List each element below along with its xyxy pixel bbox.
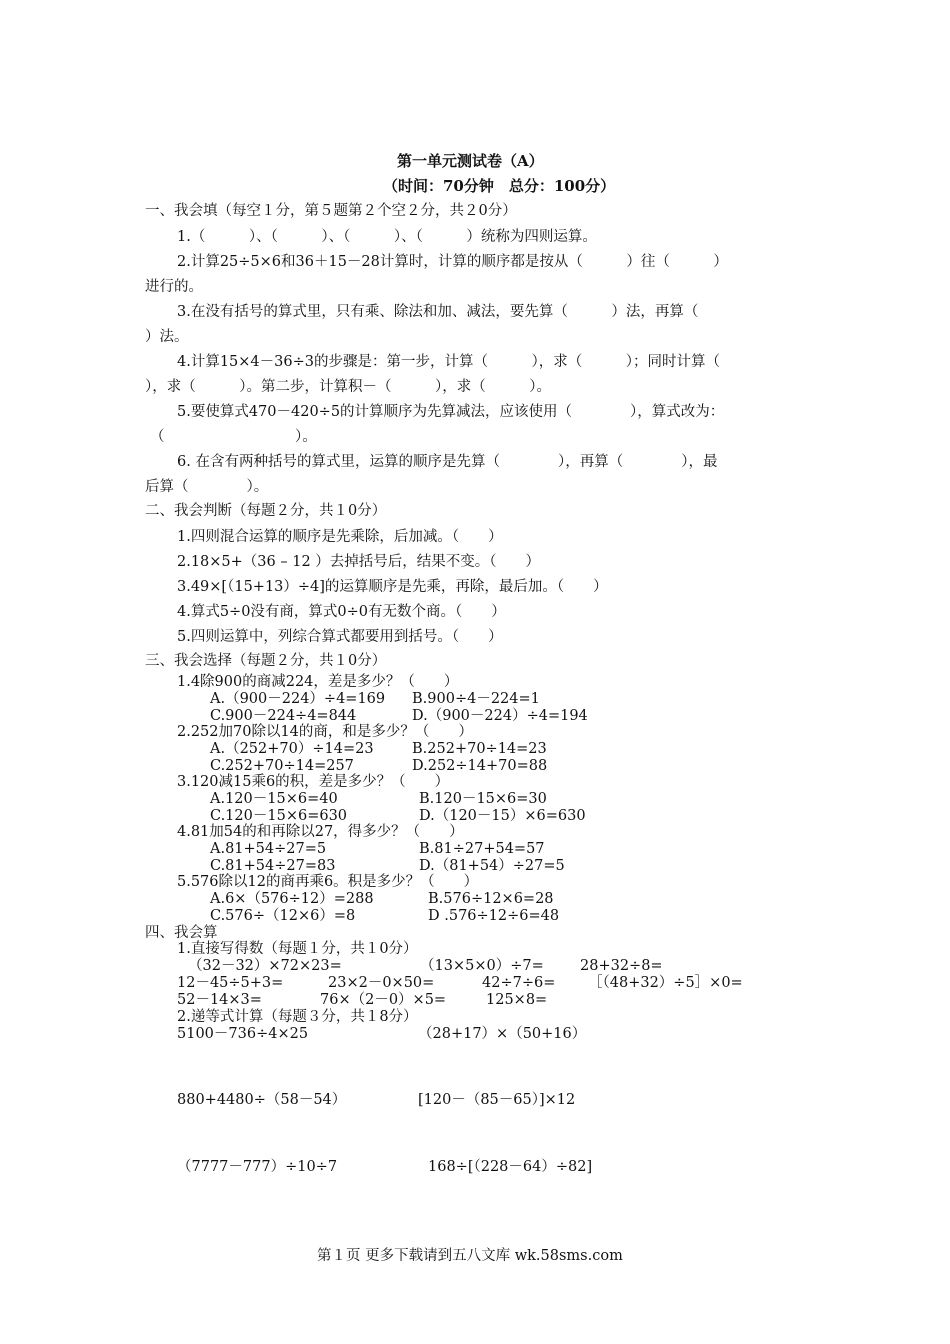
s3-q2-option-d: D.252÷14+70=88 (412, 758, 548, 774)
s3-q3-option-b: B.120－15×6=30 (419, 791, 547, 807)
s1-question-5: 5.要使算式470－420÷5的计算顺序为先算减法，应该使用（ ），算式改为： (177, 404, 725, 420)
s1-question-5-cont: （ ）。 (150, 429, 317, 445)
s4-calc-item: 52－14×3= (177, 992, 262, 1008)
s3-q4-option-b: B.81÷27+54=57 (419, 841, 545, 857)
s1-question-4-cont: ），求（ ）。第二步，计算积－（ ），求（ ）。 (145, 379, 551, 395)
s4-step-calc: （28+17）×（50+16） (418, 1026, 587, 1042)
section-2-heading: 二、我会判断（每题２分，共１0分） (145, 503, 387, 519)
s3-q3-option-d: D.（120－15）×6=630 (419, 808, 586, 824)
s3-q5-option-c: C.576÷（12×6）=8 (210, 908, 356, 924)
s3-q4-option-a: A.81+54÷27=5 (210, 841, 327, 857)
s2-question-1: 1.四则混合运算的顺序是先乘除，后加减。（ ） (177, 529, 503, 545)
s3-question-3: 3.120减15乘6的积，差是多少？（ ） (177, 774, 450, 790)
s2-question-3: 3.49×[（15+13）÷4]的运算顺序是先乘，再除，最后加。（ ） (177, 579, 608, 595)
s3-q2-option-c: C.252+70÷14=257 (210, 758, 354, 774)
s3-question-1: 1.4除900的商减224，差是多少？（ ） (177, 674, 459, 690)
s3-q3-option-c: C.120－15×6=630 (210, 808, 348, 824)
s3-q1-option-d: D.（900－224）÷4=194 (412, 708, 588, 724)
s4-calc-item: （32－32）×72×23= (188, 958, 342, 974)
s2-question-2: 2.18×5+（36 – 12 ）去掉括号后，结果不变。（ ） (177, 554, 541, 570)
s3-question-2: 2.252加70除以14的商，和是多少？（ ） (177, 724, 473, 740)
s1-question-6-cont: 后算（ ）。 (145, 479, 269, 495)
s3-q1-option-c: C.900－224÷4=844 (210, 708, 357, 724)
s4-calc-item: 76×（2－0）×5= (320, 992, 447, 1008)
s3-q1-option-b: B.900÷4－224=1 (412, 691, 540, 707)
s4-calc-item: 23×2－0×50= (328, 975, 435, 991)
s4-step-calc: [120－（85－65）]×12 (418, 1092, 576, 1108)
s2-question-4: 4.算式5÷0没有商，算式0÷0有无数个商。（ ） (177, 604, 506, 620)
s1-question-4: 4.计算15×4－36÷3的步骤是：第一步，计算（ ），求（ ）；同时计算（ (177, 354, 720, 370)
s4-calc-item: 42÷7÷6= (482, 975, 556, 991)
s3-q1-option-a: A.（900－224）÷4=169 (210, 691, 386, 707)
s4-subsection-1: 1.直接写得数（每题１分，共１0分） (177, 941, 418, 957)
s3-q4-option-c: C.81+54÷27=83 (210, 858, 336, 874)
s1-question-6: 6. 在含有两种括号的算式里，运算的顺序是先算（ ），再算（ ），最 (177, 454, 718, 470)
s3-question-5: 5.576除以12的商再乘6。积是多少？（ ） (177, 874, 479, 890)
s1-question-3-cont: ）法。 (145, 329, 189, 345)
s4-calc-item: （13×5×0）÷7= (420, 958, 544, 974)
s3-q5-option-b: B.576÷12×6=28 (428, 891, 554, 907)
s4-step-calc: 880+4480÷（58－54） (177, 1092, 347, 1108)
s4-calc-item: ［（48+32）÷5］×0= (588, 975, 743, 991)
s4-calc-item: 28+32÷8= (580, 958, 663, 974)
s4-step-calc: （7777－777）÷10÷7 (177, 1159, 338, 1175)
s1-question-2-cont: 进行的。 (145, 279, 203, 295)
section-1-heading: 一、我会填（每空１分，第５题第２个空２分，共２0分） (145, 203, 517, 219)
page-title: 第一单元测试卷（A） (397, 152, 544, 170)
s1-question-3: 3.在没有括号的算式里，只有乘、除法和加、减法，要先算（ ）法，再算（ (177, 304, 699, 320)
s3-q3-option-a: A.120－15×6=40 (210, 791, 338, 807)
s1-question-2: 2.计算25÷5×6和36＋15－28计算时，计算的顺序都是按从（ ）往（ ） (177, 254, 728, 270)
s3-q5-option-d: D .576÷12÷6=48 (428, 908, 560, 924)
s1-question-1: 1.（ ）、（ ）、（ ）、（ ）统称为四则运算。 (177, 229, 597, 245)
s3-q2-option-a: A.（252+70）÷14=23 (210, 741, 374, 757)
s3-q4-option-d: D.（81+54）÷27=5 (419, 858, 565, 874)
s4-step-calc: 5100－736÷4×25 (177, 1026, 309, 1042)
s4-calc-item: 12－45÷5+3= (177, 975, 284, 991)
s4-step-calc: 168÷[（228－64）÷82] (428, 1159, 593, 1175)
page-subtitle: （时间：70分钟 总分：100分） (383, 177, 616, 195)
section-4-heading: 四、我会算 (145, 925, 218, 941)
s3-question-4: 4.81加54的和再除以27，得多少？（ ） (177, 824, 464, 840)
page-footer: 第１页 更多下载请到五八文库 wk.58sms.com (317, 1248, 623, 1264)
section-3-heading: 三、我会选择（每题２分，共１0分） (145, 653, 387, 669)
s2-question-5: 5.四则运算中，列综合算式都要用到括号。（ ） (177, 629, 503, 645)
s4-subsection-2: 2.递等式计算（每题３分，共１8分） (177, 1009, 418, 1025)
s4-calc-item: 125×8= (486, 992, 548, 1008)
s3-q2-option-b: B.252+70÷14=23 (412, 741, 547, 757)
s3-q5-option-a: A.6×（576÷12）=288 (210, 891, 374, 907)
